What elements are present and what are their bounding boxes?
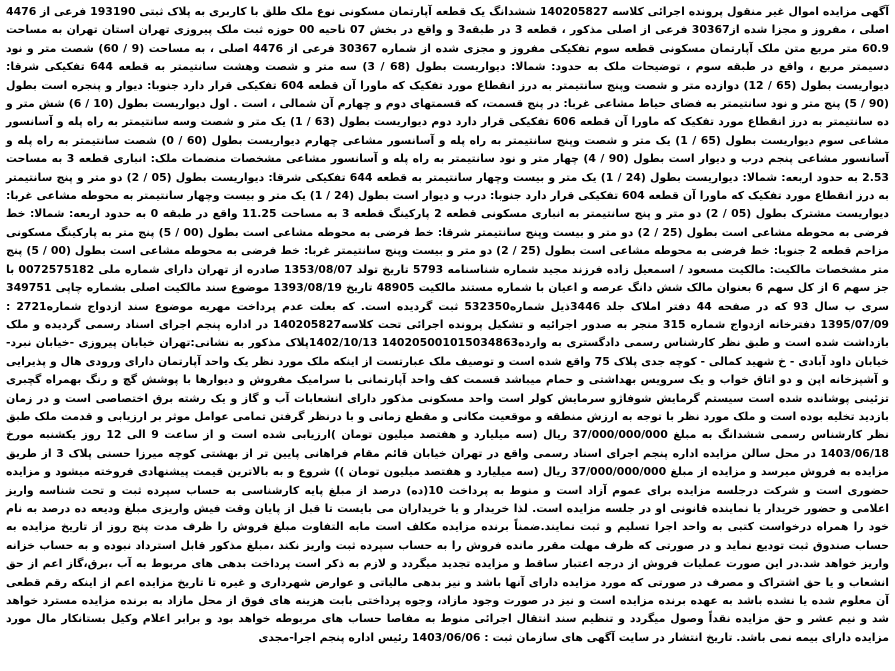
auction-notice-text: آگهی مزایده اموال غیر منقول پرونده اجرائی کلاسه 140205827 ششدانگ یک قطعه آپارتمان مسکونی نوع ملک طلق با کاربری به پلاک ثبتی 193190 فرعی از 4476 اصلی ، مفروز و مجزا شده از30367 فرعی از اصلی مذکور ، قطعه 3 در طبقه3 و واقع در بخش 07 ناحیه 00 حوزه ثبت ملک پیروزی تهران استان تهران به مساحت 60.9 متر مربع متن ملک آپارتمان مسکونی قطعه سوم تفکیکی مفروز و مجزی شده از شماره 30367 فرعی از 4476 اصلی ، به مساحت (9 / 60) شصت متر و نود دسیمتر مربع ، واقع در طبقه سوم ، توضیحات ملک به حدود: شمالا: دیواریست بطول (68 / 3) سه متر و شصت وهشت سانتیمتر به قطعه 644 تفکیکی شرقا: دیواریست بطول (65 / 12) دوازده متر و شصت وپنج سانتیمتر به درز انقطاع مورد تفکیک که ماورا آن قطعه 604 تفکیکی قرار دارد جنوبا: دیوار و پنجره است بطول (90 / 5) پنج متر و نود سانتیمتر به فضای حیاط مشاعی غربا: در پنج قسمت، که قسمتهای دوم و چهارم آن شمالی ، است . اول دیواریست بطول (10 / 6) شش متر و ده سانتیمتر به درز انقطاع مورد تفکیک که ماورا آن قطعه 606 تفکیکی قرار دارد دوم دیواریست بطول (63 / 1) یک متر و شصت وسه سانتیمتر به راه پله و آسانسور مشاعی سوم دیواریست بطول (65 / 1) یک متر و شصت وپنج سانتیمتر به راه پله و آسانسور مشاعی چهارم دیواریست بطول (60 / 0) شصت سانتیمتر به راه پله و آسانسور مشاعی پنجم درب و دیوار است بطول (90 / 4) چهار متر و نود سانتیمتر به راه پله و آسانسور مشاعی مشخصات منضمات ملک: انباری قطعه 3 به مساحت 2.53 به حدود اربعه: شمالا: دیواریست بطول (24 / 1) یک متر و بیست وچهار سانتیمتر به قطعه 644 تفکیکی شرقا: دیواریست بطول (05 / 2) دو متر و پنج سانتیمتر به درز انقطاع مورد تفکیک که ماورا آن قطعه 604 تفکیکی قرار دارد جنوبا: درب و دیوار است بطول (24 / 1) یک متر و بیست وچهار سانتیمتر به محوطه مشاعی غربا: دیواریست مشترک بطول (05 / 2) دو متر و پنج سانتیمتر به انباری مسکونی قطعه 2 پارکینگ قطعه 3 به مساحت 11.25 واقع در طبقه 0 به حدود اربعه: شمالا: خط فرضی به محوطه مشاعی است بطول (25 / 2) دو متر و بیست وپنج سانتیمتر شرقا: خط فرضی به محوطه مشاعی است بطول (00 / 5) پنج متر به پارکینگ مسکونی مزاحم قطعه 2 جنوبا: خط فرضی به محوطه مشاعی است بطول (25 / 2) دو متر و بیست وپنج سانتیمتر غربا: خط فرضی به محوطه مشاعی است بطول (00 / 5) پنج متر مشخصات مالکیت: مالکیت مسعود / اسمعیل زاده فرزند مجید شماره شناسنامه 5793 تاریخ تولد 1353/08/07 صادره از تهران دارای شماره ملی 0072575182 با جز سهم 6 از کل سهم 6 بعنوان مالک شش دانگ عرصه و اعیان با شماره مستند مالکیت 48905 تاریخ 1393/08/19 موضوع سند مالکیت اصلی بشماره چاپی 349751 سری ب سال 93 که در صفحه 44 دفتر املاک جلد 3446ذیل شماره532350 ثبت گردیده است. که بعلت عدم پرداخت مهریه موضوع سند ازدواج شماره2721 : 1395/07/09 دفترخانه ازدواج شماره 315 منجر به صدور اجرائیه و تشکیل پرونده اجرائی تحت کلاسه140205827 در اداره پنجم اجرای اسناد رسمی گردیده و ملک بازداشت شده است و طبق نظر کارشناس رسمی دادگستری به وارده140205001015034863 1402/10/13پلاک مذکور به نشانی:تهران خیابان پیروزی -خیابان نبرد- خیابان داود آبادی - خ شهید کمالی - کوچه جدی پلاک 75 واقع شده است و توصیف ملک عبارتست از اینکه ملک مورد نظر یک واحد آپارتمان دارای ورودی هال و پذیرایی و آشپزخانه اپن و دو اتاق خواب و یک سرویس بهداشتی و حمام میباشد قسمت کف واحد آپارتمانی با سرامیک مفروش و دیوارها با پوشش گچ و رنگ بهمراه گچبری تزئینی پوشانده شده است سیستم گرمایش شوفاژو سرمایش کولر است واحد مسکونی مذکور دارای انشعابات آب و گاز و یک رشته برق اختصاصی است و در زمان بازدید تخلیه بوده است و ملک مورد نظر با توجه به ارزش منطقه و موقعیت مکانی و مقطع زمانی و با درنظر گرفتن تمامی عوامل موثر بر ارزیابی و قدمت ملک طبق نظر کارشناس رسمی ششدانگ به مبلغ 37/000/000/000 ریال (سه میلیارد و هفتصد میلیون تومان )ارزیابی شده است و از ساعت 9 الی 12 روز یکشنبه مورخ 1403/06/18 در محل سالن مزایده اداره پنجم اجرای اسناد رسمی واقع در تهران خیابان قائم مقام فراهانی پایین تر از بهشتی کوچه میرزا حسنی پلاک 3 از طریق مزایده به فروش میرسد و مزایده از مبلغ 37/000/000/000 ریال (سه میلیارد و هفتصد میلیون تومان )) شروع و به بالاترین قیمت پیشنهادی فروخته میشود و مزایده حضوری است و شرکت درجلسه مزایده برای عموم آزاد است و منوط به پرداخت 10(ده) درصد از مبلغ پایه کارشناسی به حساب سپرده ثبت و تحت شناسه واریز اعلامی و حضور خریدار یا نماینده قانونی او در جلسه مزایده است. لذا خریدار و یا خریداران می بایست تا قبل از پایان وقت فیش واریزی مبلغ ودیعه ده درصد به نام خود را همراه درخواست کتبی به واحد اجرا تسلیم و ثبت نمایند.ضمناً برنده مزایده مکلف است مابه التفاوت مبلغ فروش را ظرف مدت پنج روز از تاریخ مزایده به حساب صندوق ثبت تودیع نماید و در صورتی که ظرف مهلت مقرر مانده فروش را به حساب سپرده ثبت واریز نکند ،مبلغ مذکور قابل استرداد نبوده و به حساب خزانه واریز خواهد شد.در این صورت عملیات فروش از درجه اعتبار ساقط و مزایده تجدید میگردد و لازم به ذکر است پرداخت بدهی های مربوط به آب ،برق،گاز اعم از حق انشعاب و یا حق اشتراک و مصرف در صورتی که مورد مزایده دارای آنها باشد و نیز بدهی مالیاتی و عوارض شهرداری و غیره تا تاریخ مزایده اعم از اینکه رقم قطعی آن معلوم شده یا نشده باشد به عهده برنده مزایده است و نیز در صورت وجود مازاد، وجوه پرداختی بابت هزینه های فوق از محل مازاد به برنده مزایده مسترد خواهد شد و نیم عشر و حق مزایده نقداً وصول میگردد و تنظیم سند انتقال اجرائی منوط به مفاصا حساب های مربوطه خواهد بود و برابر اعلام وکیل بستانکار مال مورد مزایده دارای بیمه نمی باشد. تاریخ انتشار در سایت آگهی های سازمان ثبت : 1403/06/06 رئیس اداره پنجم اجرا-مجدی	[6, 5, 890, 644]
